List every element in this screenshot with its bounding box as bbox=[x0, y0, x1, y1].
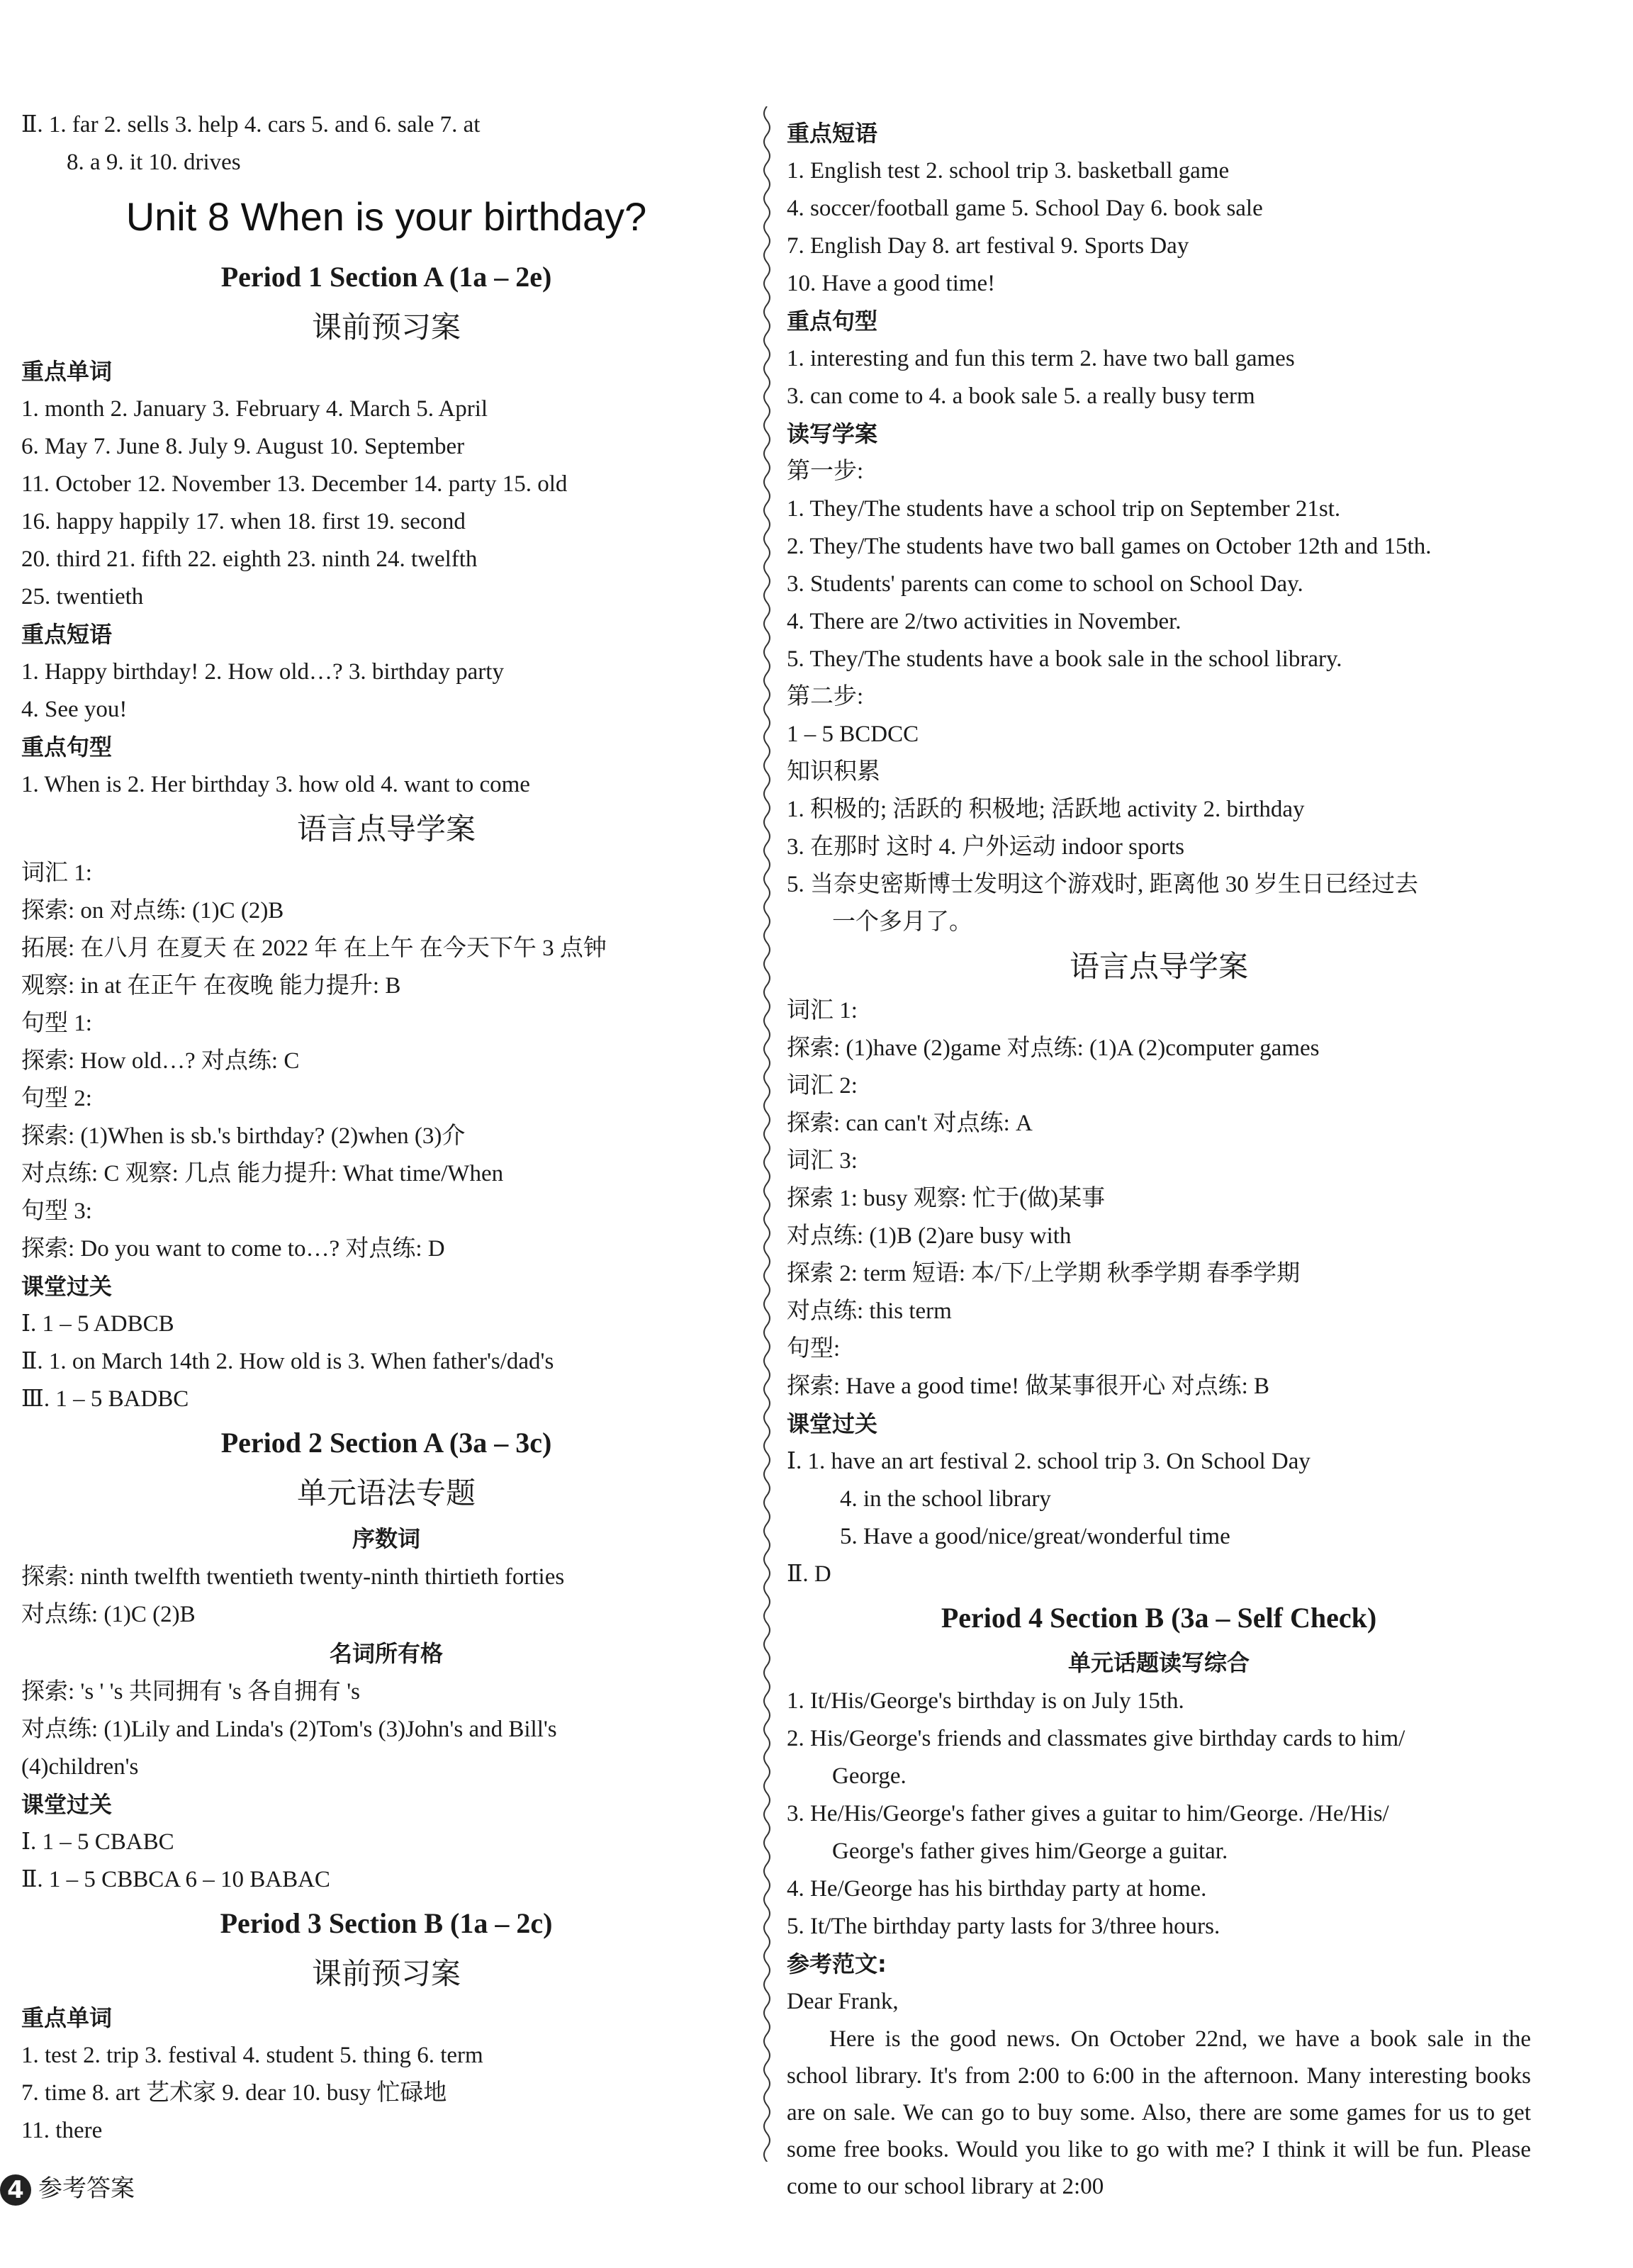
grammar-topic: 序数词 bbox=[352, 1525, 420, 1552]
answer-line: Ⅱ. D bbox=[787, 1561, 831, 1587]
answer-line: 词汇 1: bbox=[21, 860, 92, 886]
answer-line: 2. They/The students have two ball games on October 12th and 15th. bbox=[787, 534, 1432, 559]
answer-line: 探索: ninth twelfth twentieth twenty-ninth thirtieth forties bbox=[21, 1564, 565, 1590]
answer-line: 10. Have a good time! bbox=[787, 271, 996, 296]
answer-line: 1. When is 2. Her birthday 3. how old 4. want to come bbox=[21, 772, 530, 797]
answer-line: 探索 2: term 短语: 本/下/上学期 秋季学期 春季学期 bbox=[787, 1261, 1301, 1286]
footer-label: 参考答案 bbox=[38, 2174, 135, 2203]
section-label: 重点单词 bbox=[21, 2004, 113, 2031]
answer-line: 20. third 21. fifth 22. eighth 23. ninth 24. twelfth bbox=[21, 546, 478, 572]
answer-line: 探索 1: busy 观察: 忙于(做)某事 bbox=[787, 1186, 1106, 1211]
section-label: 重点句型 bbox=[787, 308, 878, 335]
answer-line: 1. interesting and fun this term 2. have two ball games bbox=[787, 346, 1295, 371]
answer-line: 5. 当奈史密斯博士发明这个游戏时, 距离他 30 岁生日已经过去 bbox=[787, 872, 1418, 897]
answer-line: Ⅲ. 1 – 5 BADBC bbox=[21, 1386, 189, 1412]
answer-line: George's father gives him/George a guitar. bbox=[832, 1838, 1228, 1864]
answer-line: 4. in the school library bbox=[840, 1486, 1051, 1512]
answer-line: Ⅱ. 1. far 2. sells 3. help 4. cars 5. and 6. sale 7. at bbox=[21, 112, 481, 137]
answer-line: George. bbox=[832, 1763, 907, 1789]
period-title: Period 1 Section A (1a – 2e) bbox=[220, 261, 552, 293]
answer-line: 探索: Have a good time! 做某事很开心 对点练: B bbox=[787, 1374, 1270, 1399]
answer-line: 16. happy happily 17. when 18. first 19. second bbox=[21, 509, 466, 534]
answer-line: 词汇 1: bbox=[787, 998, 858, 1023]
answer-line: 1. Happy birthday! 2. How old…? 3. birthday party bbox=[21, 659, 504, 685]
knowledge-label: 知识积累 bbox=[787, 759, 880, 785]
answer-line: 4. See you! bbox=[21, 697, 128, 722]
answer-line: 1. They/The students have a school trip on September 21st. bbox=[787, 496, 1341, 522]
section-label: 课堂过关 bbox=[21, 1273, 113, 1300]
answer-line: 词汇 2: bbox=[787, 1073, 858, 1099]
answer-line: 观察: in at 在正午 在夜晚 能力提升: B bbox=[21, 973, 401, 999]
answer-line: 4. soccer/football game 5. School Day 6. book sale bbox=[787, 196, 1263, 221]
answer-line: 对点练: (1)Lily and Linda's (2)Tom's (3)John's and Bill's bbox=[21, 1717, 557, 1742]
answer-line: 5. Have a good/nice/great/wonderful time bbox=[840, 1524, 1230, 1549]
answer-line: 对点练: (1)B (2)are busy with bbox=[787, 1223, 1072, 1249]
answer-line: 11. October 12. November 13. December 14. party 15. old bbox=[21, 471, 568, 497]
answer-line: 8. a 9. it 10. drives bbox=[67, 150, 241, 175]
page-footer bbox=[0, 2169, 135, 2206]
answer-line: 1. month 2. January 3. February 4. March 5. April bbox=[21, 396, 488, 422]
answer-line: Ⅱ. 1. on March 14th 2. How old is 3. When father's/dad's bbox=[21, 1349, 554, 1374]
answer-line: 探索: Do you want to come to…? 对点练: D bbox=[21, 1236, 445, 1262]
answer-line: 11. there bbox=[21, 2118, 103, 2143]
answer-line: 探索: (1)have (2)game 对点练: (1)A (2)computer games bbox=[787, 1035, 1320, 1061]
answer-line: 4. He/George has his birthday party at home. bbox=[787, 1876, 1207, 1902]
answer-line: 7. time 8. art 艺术家 9. dear 10. busy 忙碌地 bbox=[21, 2080, 447, 2106]
section-label: 重点单词 bbox=[21, 358, 113, 385]
answer-line: 探索: How old…? 对点练: C bbox=[21, 1048, 300, 1074]
page-number: 4 bbox=[0, 2174, 31, 2206]
answer-line: 对点练: (1)C (2)B bbox=[21, 1602, 196, 1627]
answer-line: 探索: (1)When is sb.'s birthday? (2)when (3)介 bbox=[21, 1123, 466, 1149]
section-label: 读写学案 bbox=[787, 420, 878, 447]
section-label: 重点短语 bbox=[787, 120, 878, 147]
answer-line: 对点练: C 观察: 几点 能力提升: What time/When bbox=[21, 1161, 504, 1186]
period-title: Period 3 Section B (1a – 2c) bbox=[220, 1907, 553, 1939]
answer-line: 25. twentieth bbox=[21, 584, 144, 610]
answer-line: Ⅰ. 1 – 5 ADBCB bbox=[21, 1311, 174, 1337]
answer-line: 拓展: 在八月 在夏天 在 2022 年 在上午 在今天下午 3 点钟 bbox=[21, 936, 607, 961]
period-title: Period 4 Section B (3a – Self Check) bbox=[941, 1602, 1377, 1634]
answer-line: 1. 积极的; 活跃的 积极地; 活跃地 activity 2. birthday bbox=[787, 797, 1305, 822]
answer-line: 3. Students' parents can come to school on School Day. bbox=[787, 571, 1303, 597]
answer-line: 3. He/His/George's father gives a guitar to him/George. /He/His/ bbox=[787, 1801, 1389, 1826]
answer-line: 7. English Day 8. art festival 9. Sports Day bbox=[787, 233, 1189, 259]
answer-line: Ⅰ. 1 – 5 CBABC bbox=[21, 1829, 174, 1855]
grammar-topic: 名词所有格 bbox=[329, 1640, 443, 1667]
step-label: 第一步: bbox=[787, 459, 864, 484]
answer-line: 3. 在那时 这时 4. 户外运动 indoor sports bbox=[787, 834, 1184, 860]
section-subtitle: 课前预习案 bbox=[311, 1956, 461, 1991]
left-column bbox=[21, 106, 751, 2150]
answer-line: (4)children's bbox=[21, 1754, 139, 1780]
section-subtitle: 语言点导学案 bbox=[1069, 949, 1248, 984]
section-subtitle: 单元语法专题 bbox=[296, 1476, 476, 1510]
column-divider bbox=[758, 106, 775, 2162]
step-label: 第二步: bbox=[787, 684, 864, 709]
period-title: Period 2 Section A (3a – 3c) bbox=[220, 1427, 552, 1459]
answer-line: 4. There are 2/two activities in November. bbox=[787, 609, 1182, 634]
answer-line: 探索: can can't 对点练: A bbox=[787, 1111, 1033, 1136]
answer-line: 1. test 2. trip 3. festival 4. student 5. thing 6. term bbox=[21, 2043, 483, 2068]
answer-line: 句型: bbox=[787, 1336, 841, 1362]
answer-line: 一个多月了。 bbox=[832, 909, 972, 935]
answer-line: 1 – 5 BCDCC bbox=[787, 722, 919, 747]
answer-line: 句型 3: bbox=[21, 1198, 92, 1224]
answer-line: 6. May 7. June 8. July 9. August 10. September bbox=[21, 434, 465, 459]
answer-line: 1. English test 2. school trip 3. basketball game bbox=[787, 158, 1230, 184]
answer-line: 句型 1: bbox=[21, 1011, 92, 1036]
section-label: 课堂过关 bbox=[787, 1410, 878, 1437]
section-label: 参考范文: bbox=[787, 1950, 887, 1977]
section-label: 课堂过关 bbox=[21, 1791, 113, 1818]
answer-line: 1. It/His/George's birthday is on July 15th. bbox=[787, 1688, 1184, 1714]
answer-line: 3. can come to 4. a book sale 5. a really busy term bbox=[787, 383, 1255, 409]
answer-line: 5. They/The students have a book sale in the school library. bbox=[787, 646, 1342, 672]
section-label: 重点句型 bbox=[21, 734, 113, 760]
answer-line: 对点练: this term bbox=[787, 1298, 952, 1324]
answer-line: 2. His/George's friends and classmates give birthday cards to him/ bbox=[787, 1726, 1405, 1751]
section-label: 重点短语 bbox=[21, 621, 113, 648]
answer-line: 5. It/The birthday party lasts for 3/three hours. bbox=[787, 1914, 1220, 1939]
answer-line: 句型 2: bbox=[21, 1086, 92, 1111]
section-subtitle: 单元话题读写综合 bbox=[1067, 1649, 1250, 1676]
essay-greeting: Dear Frank, bbox=[787, 1989, 899, 2014]
answer-line: Ⅱ. 1 – 5 CBBCA 6 – 10 BABAC bbox=[21, 1867, 330, 1892]
answer-line: 探索: on 对点练: (1)C (2)B bbox=[21, 898, 284, 924]
answer-line: 探索: 's ' 's 共同拥有 's 各自拥有 's bbox=[21, 1679, 361, 1705]
answer-line: Ⅰ. 1. have an art festival 2. school trip 3. On School Day bbox=[787, 1449, 1311, 1474]
essay-paragraph bbox=[787, 2021, 1531, 2205]
essay-text: Here is the good news. On October 22nd, we have a book sale in the school library. It's from 2:00 to 6:00 in the afternoon. Many interesting books are on sale. We can go to buy some. Also, there are some games for us to get some free books. Would you like to go with me? I think it will be fun. Please come to our school library at 2:00 bbox=[787, 2026, 1531, 2199]
section-subtitle: 语言点导学案 bbox=[296, 812, 476, 846]
section-subtitle: 课前预习案 bbox=[311, 310, 461, 344]
answer-line: 词汇 3: bbox=[787, 1148, 858, 1174]
right-column bbox=[787, 115, 1531, 2205]
unit-title: Unit 8 When is your birthday? bbox=[125, 194, 647, 239]
